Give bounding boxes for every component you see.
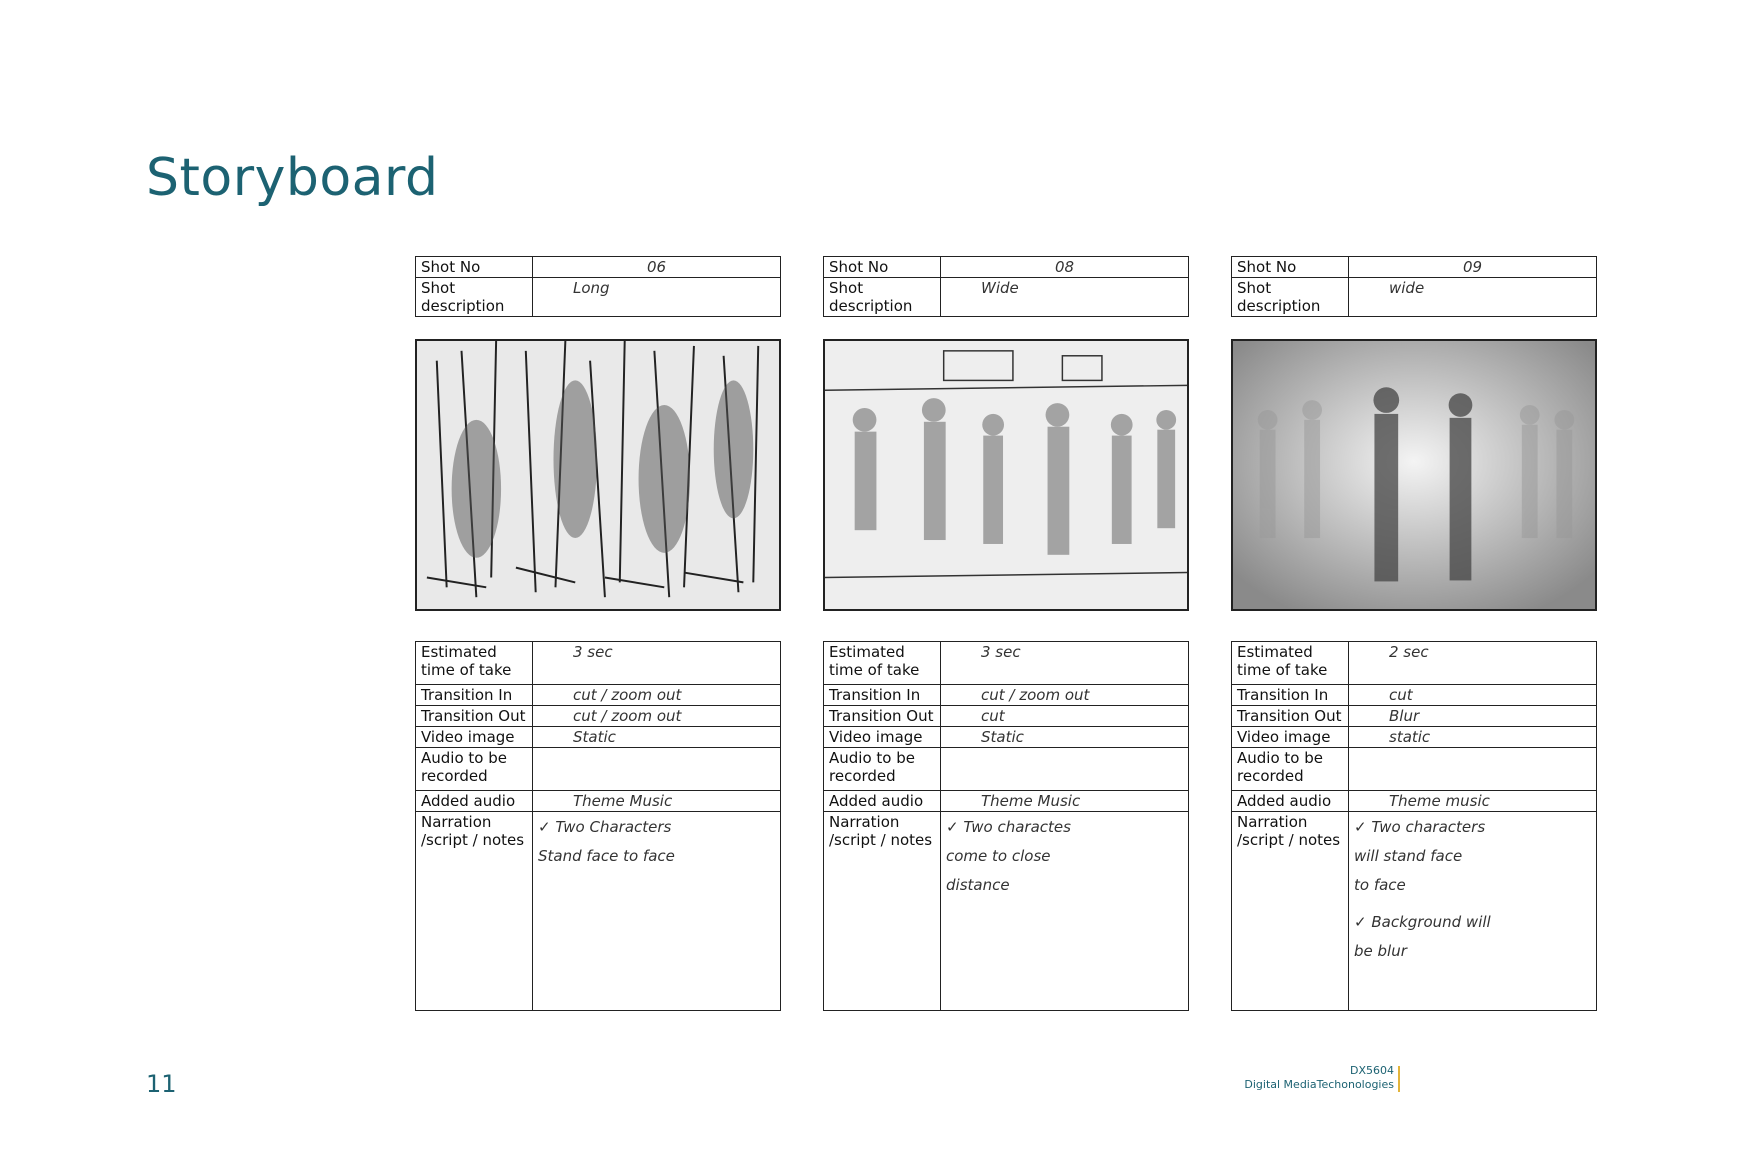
added-audio-label: Added audio [416, 791, 533, 812]
course-code: DX5604 [1350, 1064, 1394, 1077]
added-audio-value: Theme Music [941, 791, 1189, 812]
shot-info-table [1231, 641, 1597, 1011]
page-title: Storyboard [146, 148, 439, 208]
transition-in-label: Transition In [1232, 685, 1349, 706]
estimated-time-value: 2 sec [1349, 642, 1597, 685]
shot-info-table [415, 641, 781, 1011]
sketch-two-characters-blur [1231, 339, 1597, 611]
estimated-time-label: Estimated time of take [416, 642, 533, 685]
shot-description-value: Long [533, 278, 781, 317]
shot-description-label: Shot description [824, 278, 941, 317]
transition-out-value: cut / zoom out [533, 706, 781, 727]
storyboard-panel-1 [415, 256, 781, 1011]
estimated-time-label: Estimated time of take [824, 642, 941, 685]
transition-in-value: cut / zoom out [533, 685, 781, 706]
audio-recorded-label: Audio to be recorded [824, 748, 941, 791]
shot-description-label: Shot description [416, 278, 533, 317]
page-number: 11 [146, 1070, 177, 1098]
transition-in-label: Transition In [416, 685, 533, 706]
narration-label: Narration /script / notes [416, 812, 533, 1011]
shot-header-table [1231, 256, 1597, 317]
narration-notes: ✓ Two Characters Stand face to face [533, 812, 781, 1011]
transition-out-value: Blur [1349, 706, 1597, 727]
transition-in-value: cut [1349, 685, 1597, 706]
transition-out-value: cut [941, 706, 1189, 727]
video-image-value: static [1349, 727, 1597, 748]
narration-notes: ✓ Two charactes come to close distance [941, 812, 1189, 1011]
shot-no-label: Shot No [1232, 257, 1349, 278]
estimated-time-label: Estimated time of take [1232, 642, 1349, 685]
video-image-label: Video image [1232, 727, 1349, 748]
audio-recorded-value [941, 748, 1189, 791]
audio-recorded-label: Audio to be recorded [416, 748, 533, 791]
shot-no-label: Shot No [824, 257, 941, 278]
shot-no-label: Shot No [416, 257, 533, 278]
added-audio-value: Theme Music [533, 791, 781, 812]
footer-course-info [1244, 1064, 1394, 1092]
video-image-value: Static [533, 727, 781, 748]
course-name: Digital MediaTechonologies [1244, 1078, 1394, 1091]
shot-header-table [415, 256, 781, 317]
video-image-label: Video image [824, 727, 941, 748]
storyboard-panel-3 [1231, 256, 1597, 1011]
added-audio-label: Added audio [1232, 791, 1349, 812]
video-image-value: Static [941, 727, 1189, 748]
shot-no-value: 08 [941, 257, 1189, 278]
transition-in-value: cut / zoom out [941, 685, 1189, 706]
estimated-time-value: 3 sec [941, 642, 1189, 685]
shot-info-table [823, 641, 1189, 1011]
narration-label: Narration /script / notes [824, 812, 941, 1011]
audio-recorded-value [1349, 748, 1597, 791]
shot-description-label: Shot description [1232, 278, 1349, 317]
transition-out-label: Transition Out [1232, 706, 1349, 727]
footer-accent-rule [1398, 1066, 1400, 1092]
added-audio-label: Added audio [824, 791, 941, 812]
shot-no-value: 09 [1349, 257, 1597, 278]
transition-out-label: Transition Out [824, 706, 941, 727]
video-image-label: Video image [416, 727, 533, 748]
shot-description-value: wide [1349, 278, 1597, 317]
transition-in-label: Transition In [824, 685, 941, 706]
storyboard-panel-2 [823, 256, 1189, 1011]
sketch-crowd-long-shot [415, 339, 781, 611]
narration-label: Narration /script / notes [1232, 812, 1349, 1011]
shot-header-table [823, 256, 1189, 317]
added-audio-value: Theme music [1349, 791, 1597, 812]
sketch-crowd-wide-shot [823, 339, 1189, 611]
shot-no-value: 06 [533, 257, 781, 278]
shot-description-value: Wide [941, 278, 1189, 317]
narration-notes: ✓ Two characters will stand face to face ✓ Background will be blur [1349, 812, 1597, 1011]
audio-recorded-value [533, 748, 781, 791]
audio-recorded-label: Audio to be recorded [1232, 748, 1349, 791]
estimated-time-value: 3 sec [533, 642, 781, 685]
transition-out-label: Transition Out [416, 706, 533, 727]
